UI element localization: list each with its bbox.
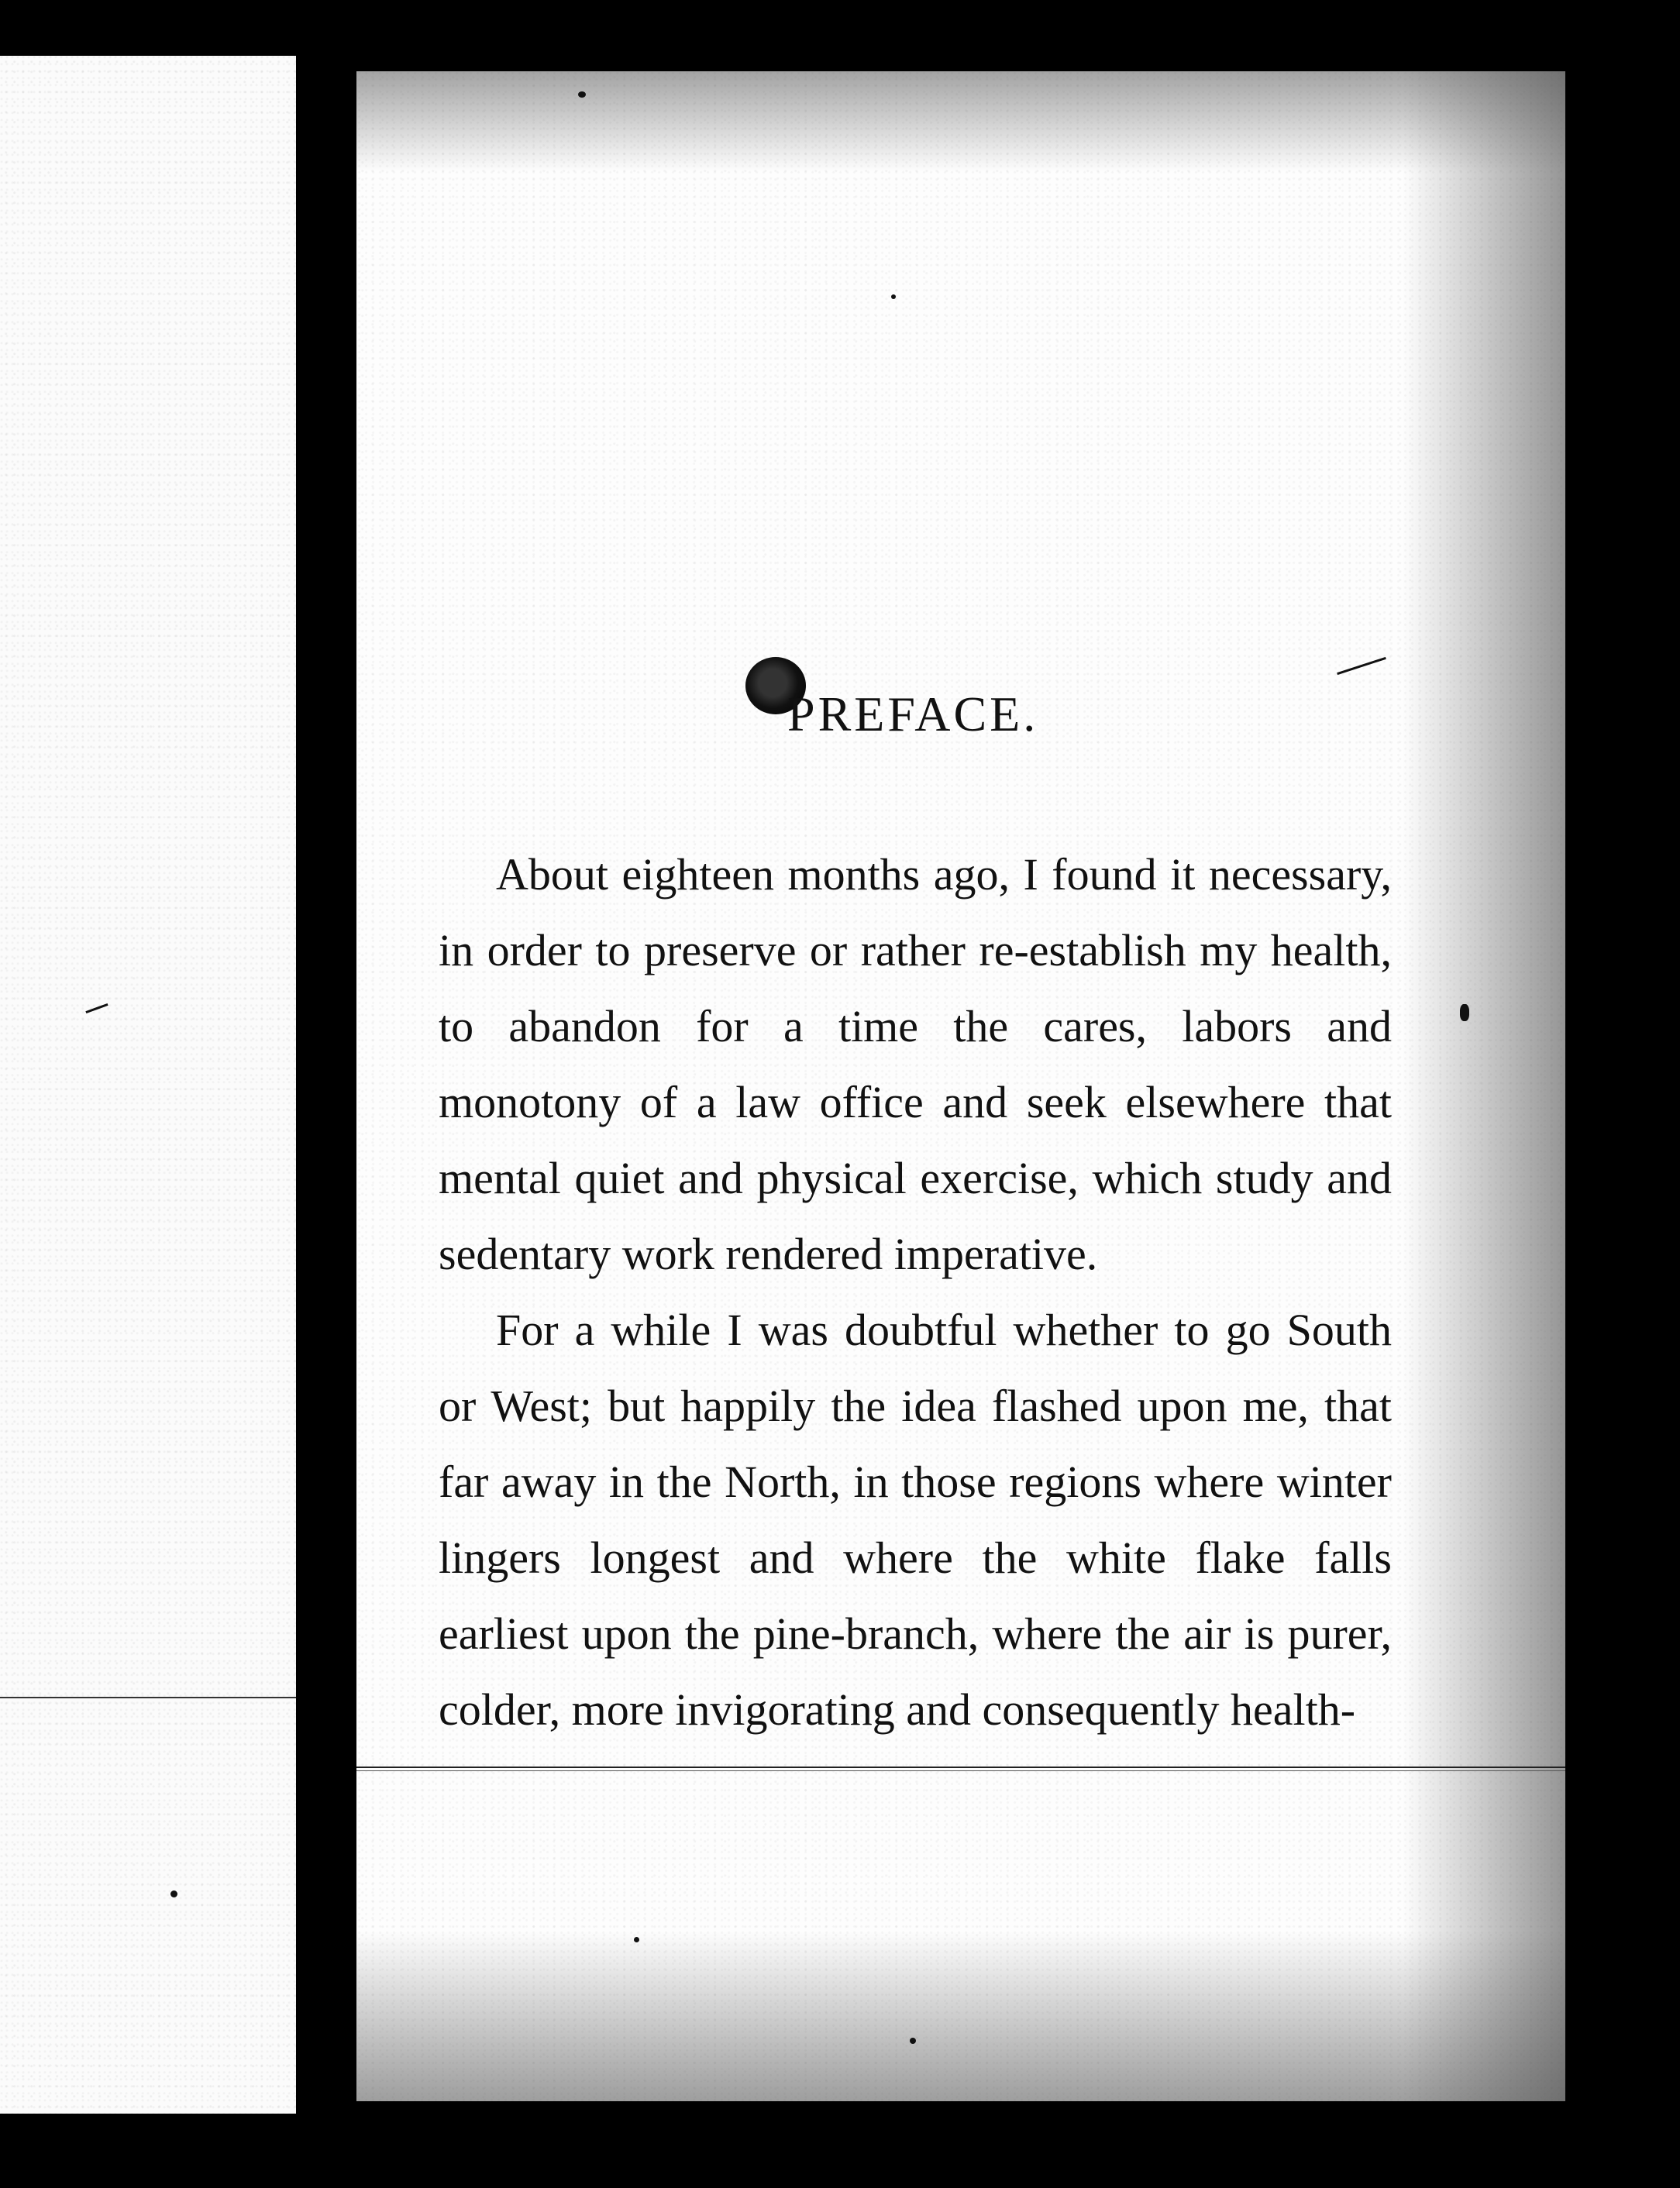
page-heading: PREFACE. <box>787 686 1039 741</box>
facing-page-rule <box>0 1697 296 1701</box>
paragraph-2: For a while I was doubtful whether to go South or West; but happily the idea flashed upon me, that far away in the North, in those regions where winter lingers longest and where the white flake falls earliest upon the pine-branch, where the air is purer, colder, more invigorating and consequently health- <box>439 1305 1392 1735</box>
scan-speck <box>170 1890 177 1897</box>
page-top-shadow <box>356 71 1565 172</box>
scan-rule-line <box>356 1767 1565 1771</box>
scan-speck <box>910 2038 916 2044</box>
scan-speck <box>578 91 586 98</box>
body-text <box>439 837 1392 1748</box>
page-bottom-shadow <box>356 1931 1565 2101</box>
facing-page <box>0 56 296 2114</box>
paragraph-1: About eighteen months ago, I found it necessary, in order to preserve or rather re-establish my health, to abandon for a time the cares, labors and monotony of a law office and seek elsewhere that mental quiet and physical exercise, which study and sedentary work rendered imperative. <box>439 849 1392 1279</box>
page-right-shadow <box>1403 71 1565 2101</box>
scan-speck <box>891 294 896 299</box>
scan-speck <box>1460 1004 1469 1021</box>
book-gutter <box>296 0 356 2188</box>
scan-speck <box>634 1937 639 1942</box>
